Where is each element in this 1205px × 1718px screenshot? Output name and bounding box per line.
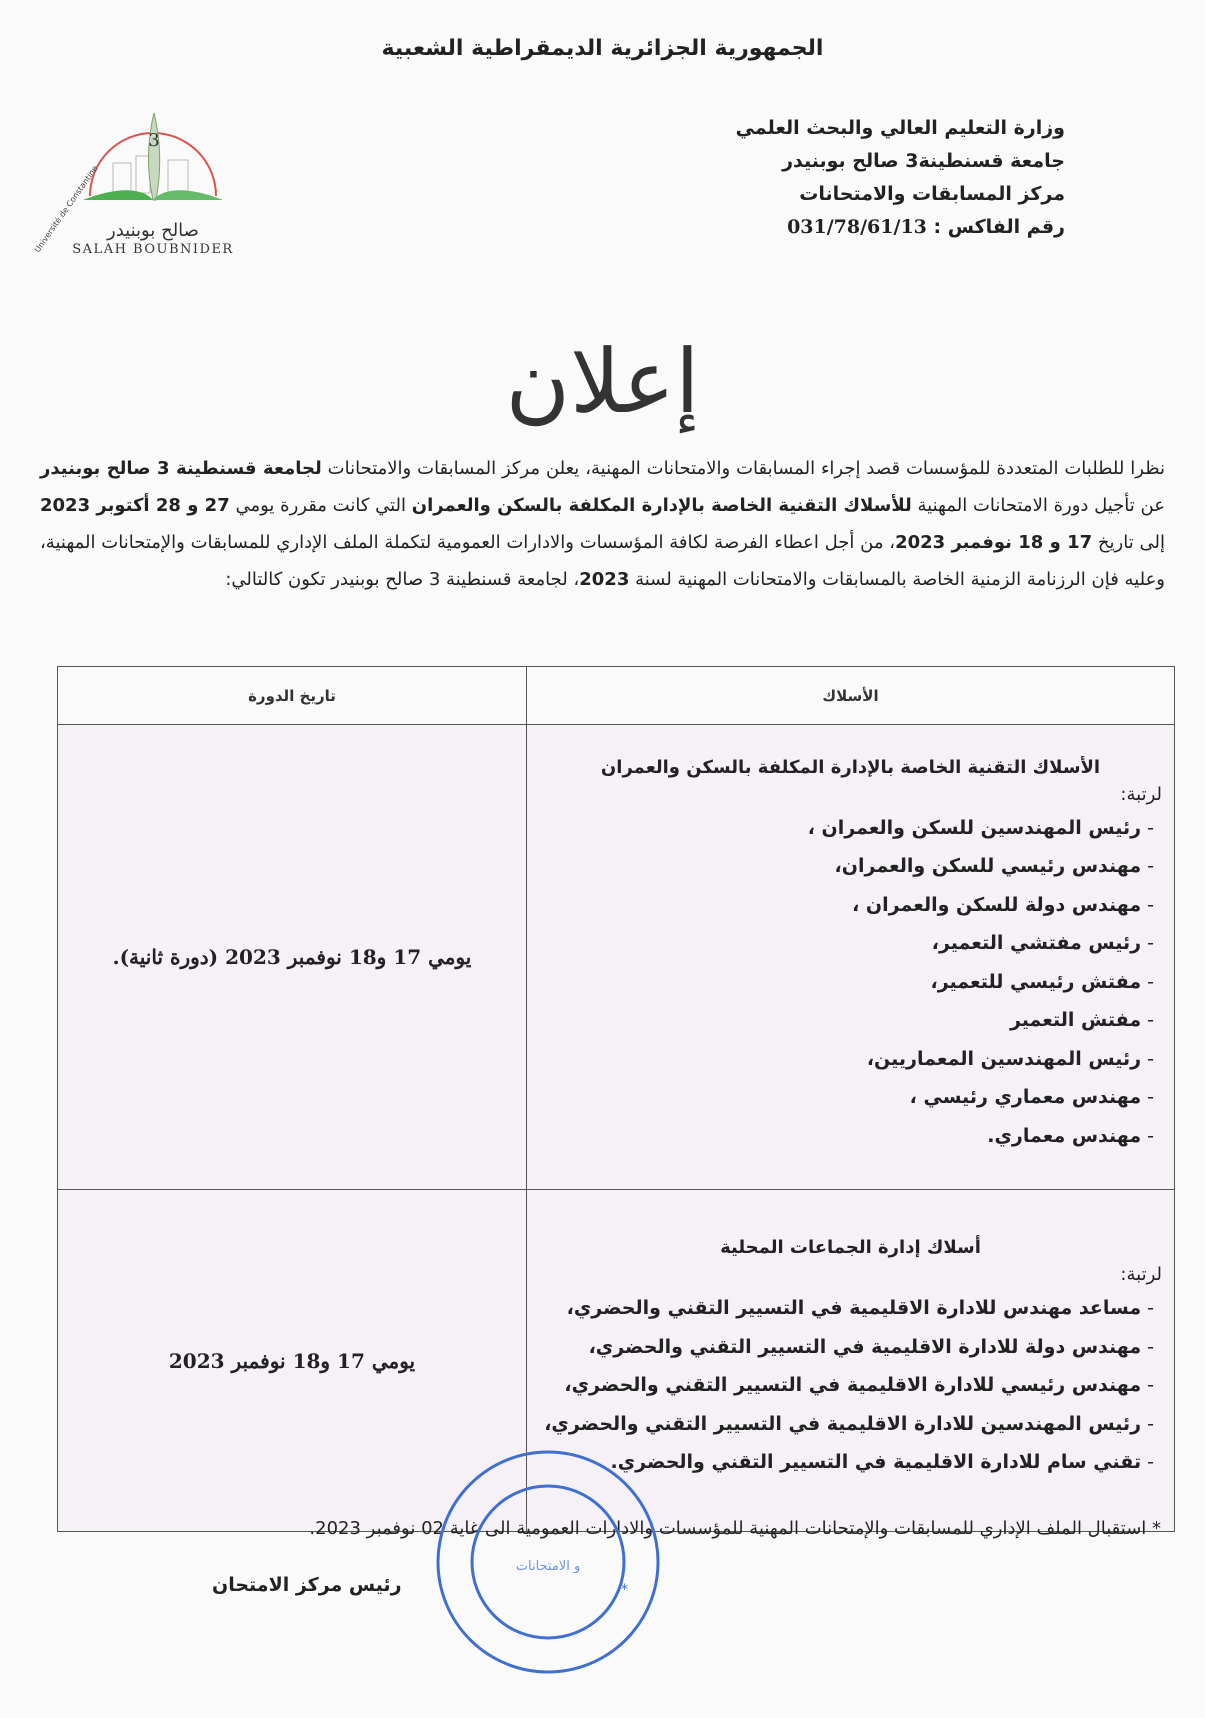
- institution-header: [736, 112, 1065, 244]
- university-name: جامعة قسنطينة3 صالح بوبنيدر: [782, 150, 1065, 172]
- grade-list: [539, 809, 1162, 1156]
- logo-name-ar: صالح بوبنيدر: [107, 220, 199, 241]
- intro-text-6: ، لجامعة قسنطينة 3 صالح بوبنيدر تكون كالتالي:: [225, 569, 580, 590]
- grade-item: - مهندس رئيسي للادارة الاقليمية في التسيير التقني والحضري،: [539, 1366, 1154, 1405]
- grade-item: - مفتش رئيسي للتعمير،: [539, 963, 1154, 1002]
- table-row: [58, 725, 1175, 1190]
- intro-text-2: عن تأجيل دورة الامتحانات المهنية: [911, 495, 1165, 516]
- grade-item: - تقني سام للادارة الاقليمية في التسيير التقني والحضري.: [539, 1443, 1154, 1482]
- intro-text-4: إلى تاريخ: [1092, 532, 1165, 553]
- intro-text-3: التي كانت مقررة يومي: [229, 495, 412, 516]
- rank-label: لرتبة:: [1120, 1264, 1162, 1286]
- intro-text-1: نظرا للطلبات المتعددة للمؤسسات قصد إجراء المسابقات والامتحانات المهنية، يعلن مركز المسابقات والامتحانات: [327, 458, 1165, 479]
- rank-label: لرتبة:: [1120, 783, 1162, 805]
- grade-item: - مساعد مهندس للادارة الاقليمية في التسيير التقني والحضري،: [539, 1289, 1154, 1328]
- fax-label: رقم الفاكس :: [933, 216, 1065, 238]
- header-corps: الأسلاك: [527, 667, 1175, 725]
- announcement-title: إعلان: [505, 330, 700, 433]
- grade-item: - مهندس دولة للسكن والعمران ،: [539, 886, 1154, 925]
- intro-text-5: ، من أجل اعطاء الفرصة لكافة المؤسسات والادارات العمومية لتكملة الملف الإداري للمسابقات والإمتحانات المهنية، وعليه فإن الرزنامة الزمنية الخاصة بالمسابقات والامتحانات المهنية لسنة: [40, 532, 1165, 590]
- ministry-name: وزارة التعليم العالي والبحث العلمي: [735, 117, 1065, 139]
- header-date: تاريخ الدورة: [58, 667, 527, 725]
- corps-cell: [527, 725, 1175, 1190]
- signature-title: رئيس مركز الامتحان: [212, 1574, 402, 1596]
- file-deadline-note: * استقبال الملف الإداري للمسابقات والإمتحانات المهنية للمؤسسات والادارات العمومية الى غاية 02 نوفمبر 2023.: [309, 1518, 1161, 1539]
- university-logo: [32, 108, 238, 258]
- republic-heading: الجمهورية الجزائرية الديمقراطية الشعبية: [381, 36, 824, 61]
- official-stamp: [430, 1444, 666, 1680]
- grade-item: - مهندس رئيسي للسكن والعمران،: [539, 847, 1154, 886]
- stamp-text: و الامتحانات: [515, 1559, 581, 1574]
- logo-name-fr: SALAH BOUBNIDER: [72, 242, 234, 257]
- intro-old-dates: 27 و 28 أكتوبر 2023: [40, 495, 230, 516]
- session-date: يومي 17 و18 نوفمبر 2023: [58, 1190, 527, 1532]
- grade-item: - رئيس المهندسين للسكن والعمران ،: [539, 809, 1154, 848]
- intro-university: لجامعة قسنطينة 3 صالح بوبنيدر: [40, 458, 322, 479]
- grade-item: - مهندس معماري.: [539, 1117, 1154, 1156]
- logo-number: 3: [148, 130, 160, 151]
- intro-paragraph: [40, 450, 1165, 598]
- session-date: يومي 17 و18 نوفمبر 2023 (دورة ثانية).: [58, 725, 527, 1190]
- fax-line: [736, 211, 1065, 244]
- corps-title: الأسلاك التقنية الخاصة بالإدارة المكلفة بالسكن والعمران: [600, 756, 1101, 778]
- grade-item: - رئيس المهندسين المعماريين،: [539, 1040, 1154, 1079]
- grade-item: - رئيس مفتشي التعمير،: [539, 924, 1154, 963]
- intro-new-dates: 17 و 18 نوفمبر 2023: [895, 532, 1093, 553]
- intro-corps: للأسلاك التقنية الخاصة بالإدارة المكلفة بالسكن والعمران: [411, 495, 912, 516]
- stamp-seal-icon: [430, 1444, 666, 1680]
- intro-year: 2023: [579, 569, 630, 590]
- svg-text:*: *: [621, 1582, 628, 1598]
- grade-item: - رئيس المهندسين للادارة الاقليمية في التسيير التقني والحضري،: [539, 1405, 1154, 1444]
- grade-item: - مهندس دولة للادارة الاقليمية في التسيير التقني والحضري،: [539, 1328, 1154, 1367]
- schedule-table: [57, 666, 1175, 1532]
- fax-number: 031/78/61/13: [787, 216, 927, 238]
- svg-text:Université de Constantine: Université de Constantine: [32, 163, 100, 255]
- grade-item: - مهندس معماري رئيسي ،: [539, 1078, 1154, 1117]
- corps-title: أسلاك إدارة الجماعات المحلية: [720, 1237, 981, 1259]
- table-header-row: [58, 667, 1175, 725]
- grade-item: - مفتش التعمير: [539, 1001, 1154, 1040]
- center-name: مركز المسابقات والامتحانات: [799, 183, 1065, 205]
